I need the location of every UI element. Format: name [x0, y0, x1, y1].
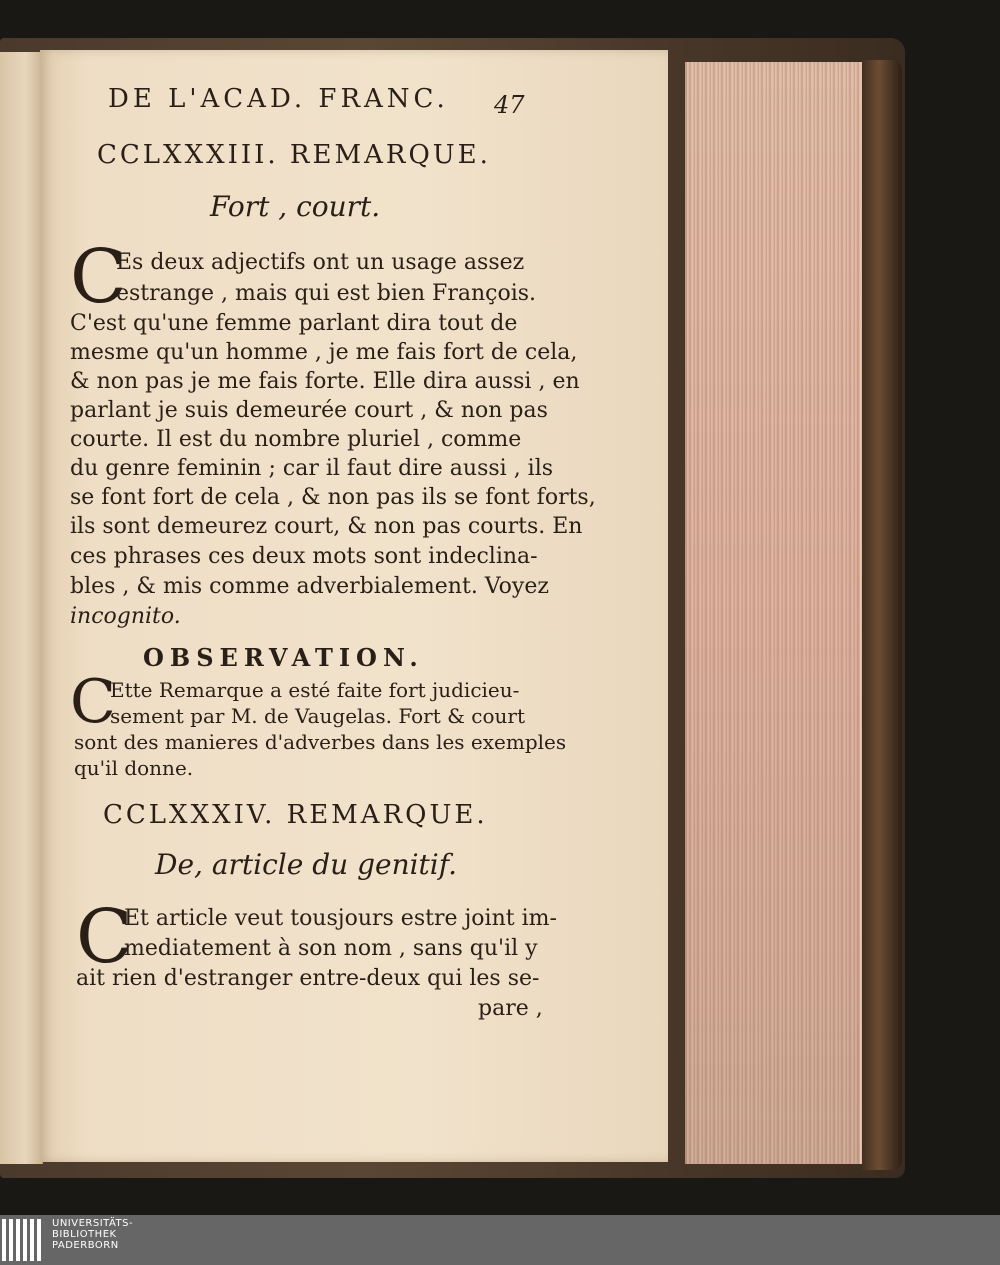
text-line: estrange , mais qui est bien François.	[116, 281, 537, 306]
remarque-subtitle-2: De, article du genitif.	[155, 848, 458, 881]
library-name-line: BIBLIOTHEK	[52, 1229, 117, 1240]
text-line: ces phrases ces deux mots sont indeclina-	[70, 544, 538, 569]
book-spine	[860, 60, 902, 1170]
text-line: du genre feminin ; car il faut dire aussi , ils	[70, 456, 554, 481]
text-line: se font fort de cela , & non pas ils se font forts,	[70, 485, 596, 510]
catchword: pare ,	[478, 996, 543, 1021]
footer-bar	[0, 1215, 1000, 1265]
text-line: sont des manieres d'adverbes dans les exemples	[74, 730, 567, 754]
text-line: parlant je suis demeurée court , & non pas	[70, 398, 548, 423]
text-line: Et article veut tousjours estre joint im-	[124, 906, 557, 931]
text-line: Ette Remarque a esté faite fort judicieu-	[110, 678, 520, 702]
text-line: Es deux adjectifs ont un usage assez	[116, 250, 525, 275]
page-number: 47	[494, 91, 525, 119]
library-logo-icon	[0, 1215, 46, 1265]
observation-heading: OBSERVATION.	[143, 643, 424, 672]
remarque-heading-2: CCLXXXIV. REMARQUE.	[103, 800, 488, 830]
library-name-line: PADERBORN	[52, 1240, 119, 1251]
running-head: DE L'ACAD. FRANC.	[108, 84, 449, 114]
remarque-subtitle-1: Fort , court.	[210, 190, 381, 223]
text-line: ils sont demeurez court, & non pas courts. En	[70, 514, 583, 539]
text-line: sement par M. de Vaugelas. Fort & court	[110, 704, 526, 728]
library-name-line: UNIVERSITÄTS-	[52, 1218, 134, 1229]
text-line: mediatement à son nom , sans qu'il y	[124, 936, 538, 961]
text-line: ait rien d'estranger entre-deux qui les se-	[76, 966, 540, 991]
text-line: & non pas je me fais forte. Elle dira aussi , en	[70, 369, 580, 394]
text-line: mesme qu'un homme , je me fais fort de cela,	[70, 340, 578, 365]
left-page-edge	[0, 52, 43, 1164]
text-line: C'est qu'une femme parlant dira tout de	[70, 311, 518, 336]
dropcap-2: C	[70, 667, 116, 737]
text-line: qu'il donne.	[74, 756, 194, 780]
text-line: bles , & mis comme adverbialement. Voyez	[70, 574, 549, 599]
library-name	[52, 1218, 133, 1251]
text-line: incognito.	[70, 604, 181, 629]
dropcap-3: C	[76, 894, 133, 980]
remarque-heading-1: CCLXXXIII. REMARQUE.	[97, 140, 491, 170]
text-line: courte. Il est du nombre pluriel , comme	[70, 427, 522, 452]
dropcap-1: C	[70, 234, 127, 320]
